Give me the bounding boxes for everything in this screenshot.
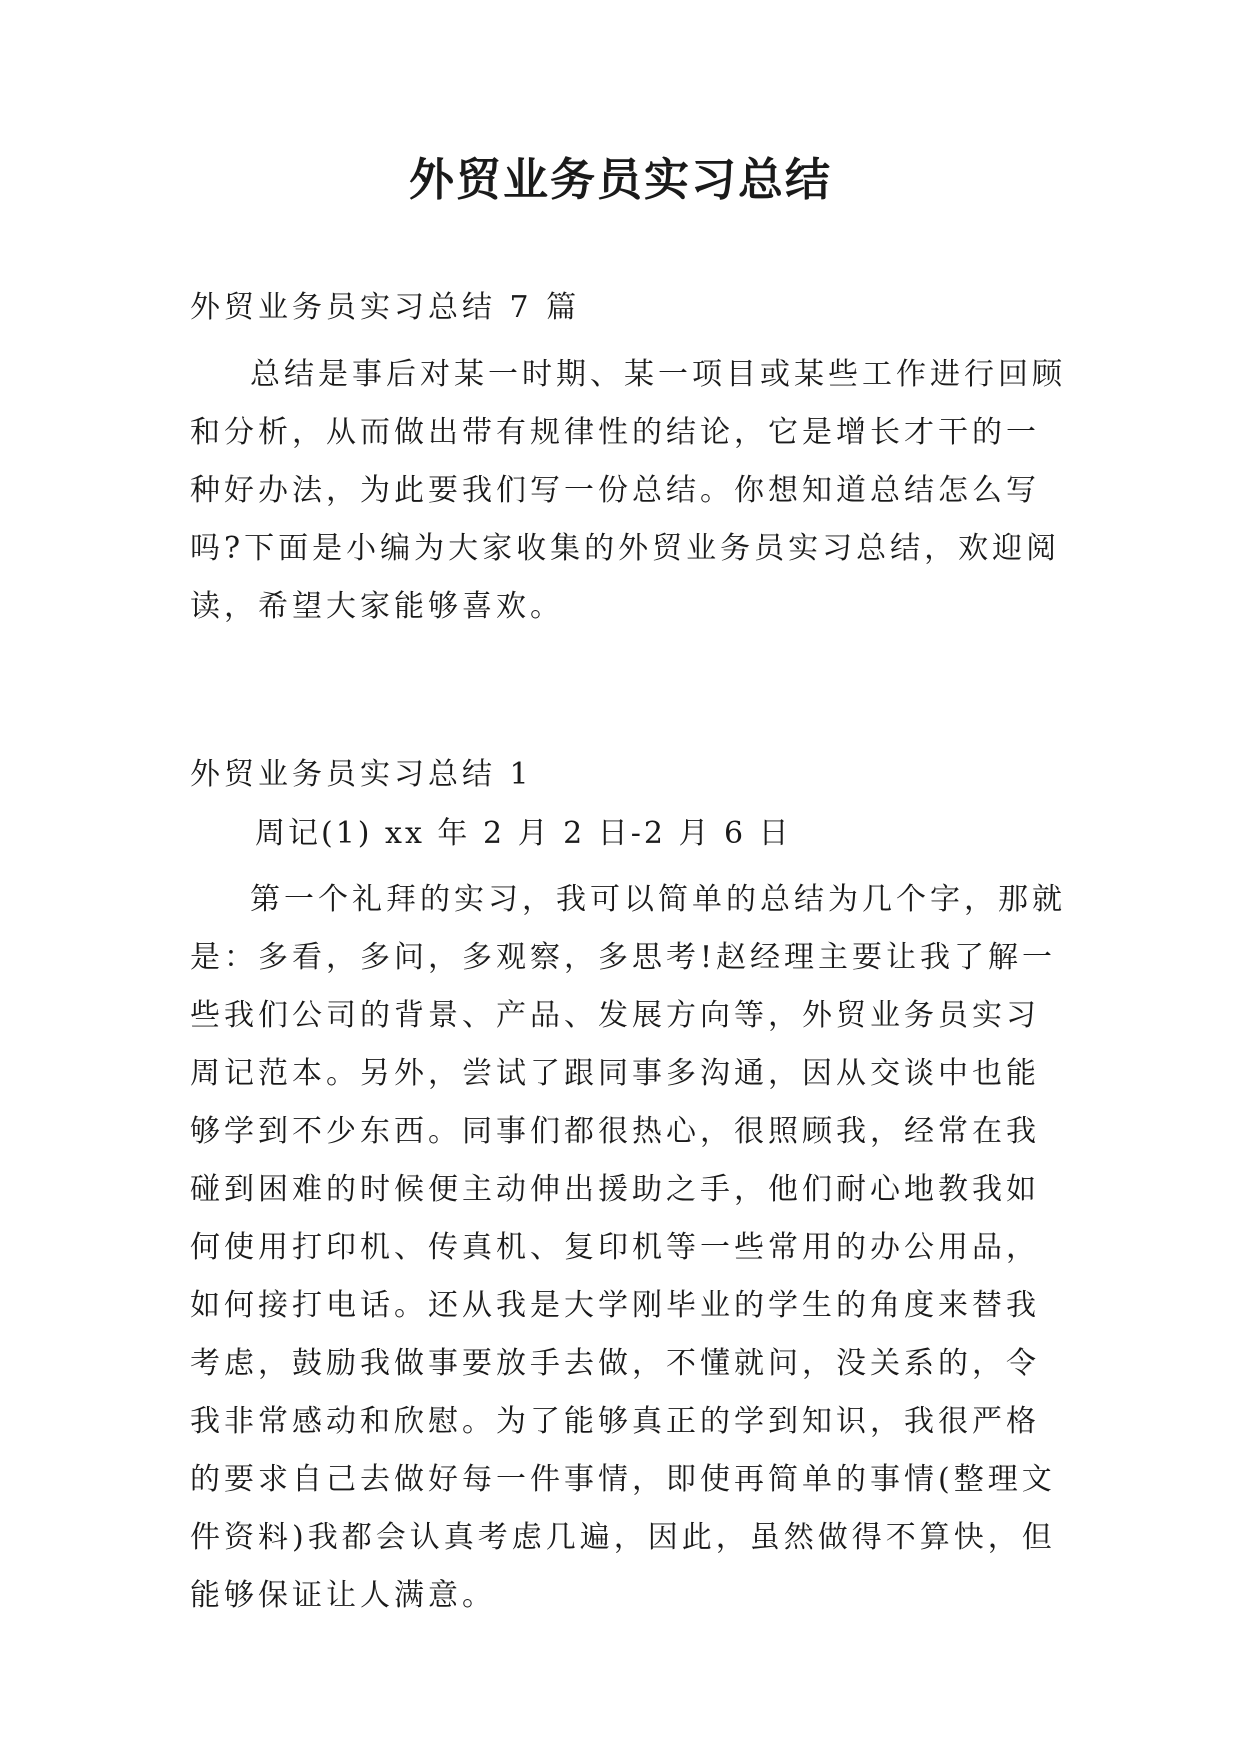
section-heading: 外贸业务员实习总结 1: [190, 757, 533, 792]
document-title: 外贸业务员实习总结: [408, 153, 832, 206]
week-paragraph: 第一个礼拜的实习，我可以简单的总结为几个字，那就是：多看，多问，多观察，多思考!赵经理主要让我了解一些我们公司的背景、产品、发展方向等，外贸业务员实习周记范本。另外，尝试了跟同事多沟通，因从交谈中也能够学到不少东西。同事们都很热心，很照顾我，经常在我碰到困难的时候便主动伸出援助之手，他们耐心地教我如何使用打印机、传真机、复印机等一些常用的办公用品，如何接打电话。还从我是大学刚毕业的学生的角度来替我考虑，鼓励我做事要放手去做，不懂就问，没关系的，令我非常感动和欣慰。为了能够真正的学到知识，我很严格的要求自己去做好每一件事情，即使再简单的事情(整理文件资料)我都会认真考虑几遍，因此，虽然做得不算快，但能够保证让人满意。: [190, 882, 1066, 1613]
week-date-line: 周记(1) xx 年 2 月 2 日-2 月 6 日: [255, 816, 792, 851]
intro-paragraph: 总结是事后对某一时期、某一项目或某些工作进行回顾和分析，从而做出带有规律性的结论，它是增长才干的一种好办法，为此要我们写一份总结。你想知道总结怎么写吗?下面是小编为大家收集的外贸业务员实习总结，欢迎阅读，希望大家能够喜欢。: [190, 357, 1066, 624]
document-subtitle: 外贸业务员实习总结 7 篇: [190, 290, 581, 325]
